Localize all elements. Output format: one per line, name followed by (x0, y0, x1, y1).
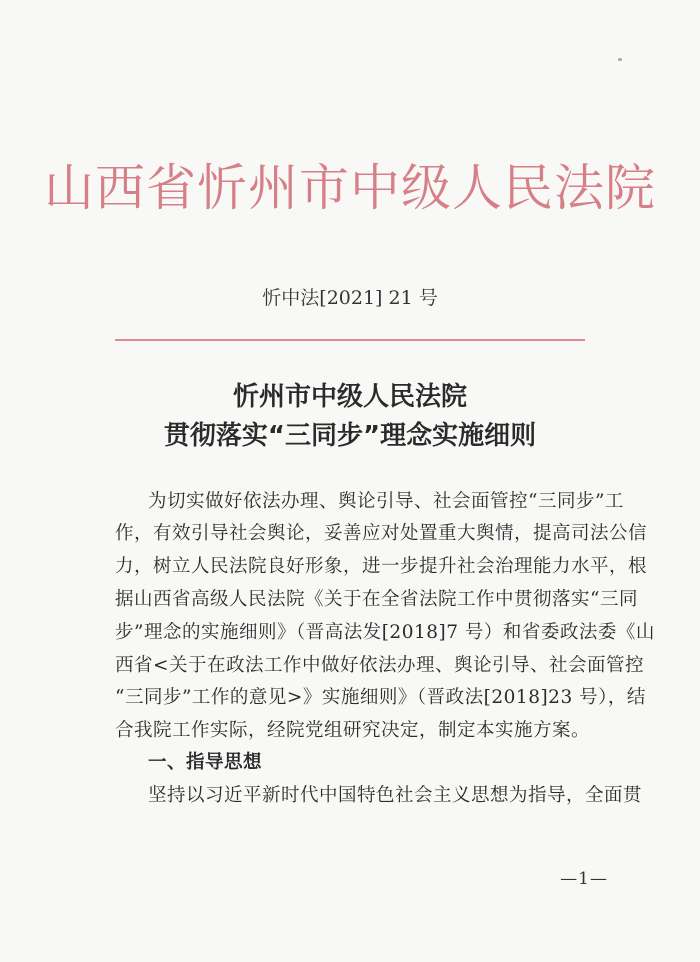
document-number: 忻中法[2021] 21 号 (262, 287, 438, 309)
body-line: “三同步”工作的意见>》实施细则》（晋政法[2018]23 号），结 (115, 687, 646, 708)
body-line: 步”理念的实施细则》（晋高法发[2018]7 号）和省委政法委《山 (115, 622, 655, 643)
body-line: 据山西省高级人民法院《关于在全省法院工作中贯彻落实“三同 (115, 589, 638, 610)
issuer-header: 山西省忻州市中级人民法院 (44, 159, 656, 217)
body-line: 作，有效引导社会舆论，妥善应对处置重大舆情，提高司法公信 (115, 523, 648, 544)
section-heading: 一、指导思想 (148, 752, 263, 773)
body-line: 为切实做好依法办理、舆论引导、社会面管控“三同步”工 (148, 491, 624, 512)
document-title-line-2: 贯彻落实“三同步”理念实施细则 (163, 421, 537, 451)
red-divider-line (115, 339, 585, 341)
document-title-line-1: 忻州市中级人民法院 (232, 382, 467, 412)
body-line: 力，树立人民法院良好形象，进一步提升社会治理能力水平，根 (115, 556, 648, 577)
body-line: 西省<关于在政法工作中做好依法办理、舆论引导、社会面管控 (115, 655, 645, 676)
body-line: 合我院工作实际，经院党组研究决定，制定本实施方案。 (115, 720, 591, 741)
page-number: —1— (560, 869, 608, 889)
body-line: 坚持以习近平新时代中国特色社会主义思想为指导，全面贯 (148, 785, 643, 806)
scan-speck (618, 58, 622, 61)
